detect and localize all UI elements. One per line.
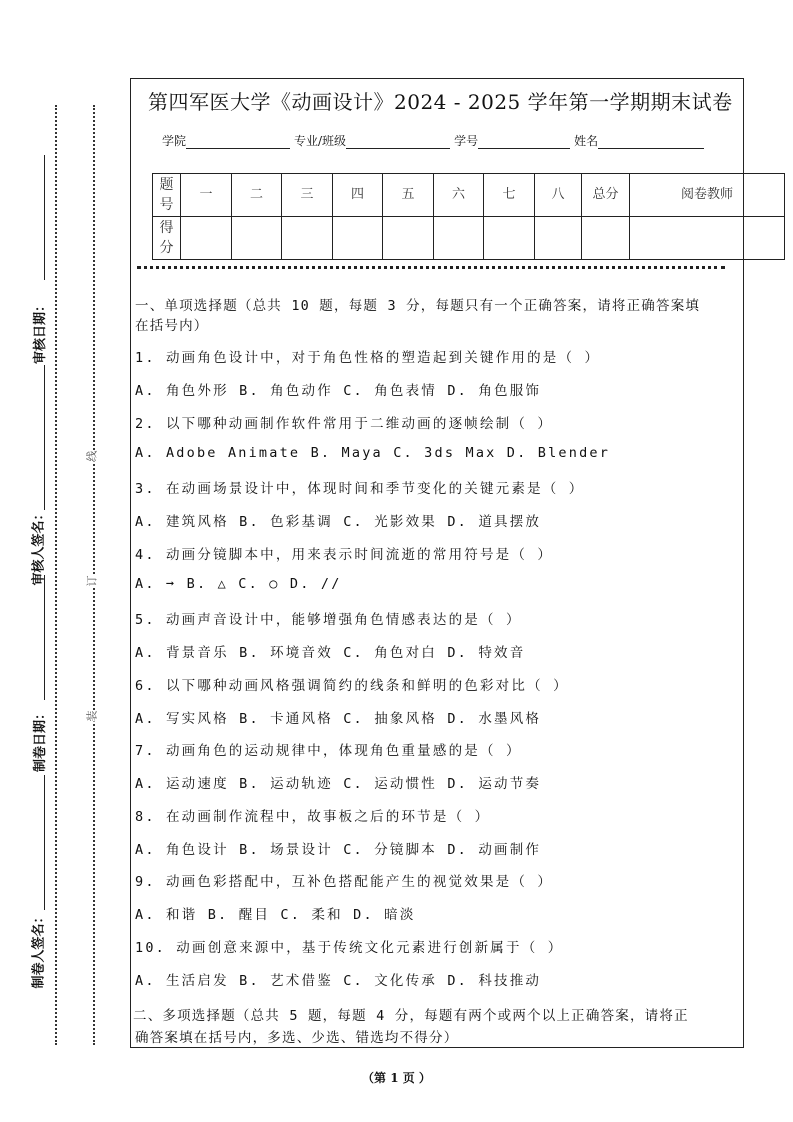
score-table-header-row	[153, 174, 785, 217]
question-text: 3. 在动画场景设计中，体现时间和季节变化的关键元素是（ ）	[135, 481, 585, 497]
cut-mark: 装	[85, 710, 99, 722]
name-field[interactable]	[598, 134, 704, 149]
score-cell[interactable]	[535, 217, 582, 260]
student-info-row	[162, 132, 708, 149]
binding-dotted-line-outer	[55, 105, 57, 1045]
signature-line	[44, 575, 45, 700]
header-cell: 五	[383, 174, 434, 217]
question-text: 9. 动画色彩搭配中，互补色搭配能产生的视觉效果是（ ）	[135, 874, 554, 890]
section1-heading: 一、单项选择题（总共 10 题，每题 3 分，每题只有一个正确答案，请将正确答案填	[135, 298, 701, 314]
score-row-label: 得分	[153, 217, 181, 260]
signature-line	[44, 365, 45, 510]
score-cell[interactable]	[232, 217, 282, 260]
question-options: A. 生活启发 B. 艺术借鉴 C. 文化传承 D. 科技推动	[135, 972, 542, 989]
signature-line	[44, 775, 45, 910]
question-text: 7. 动画角色的运动规律中，体现角色重量感的是（ ）	[135, 743, 522, 759]
question-text: 2. 以下哪种动画制作软件常用于二维动画的逐帧绘制（ ）	[135, 415, 554, 432]
header-cell: 阅卷教师	[630, 174, 785, 217]
score-table-score-row	[153, 217, 785, 260]
header-cell: 六	[434, 174, 484, 217]
score-cell[interactable]	[383, 217, 434, 260]
question-text: 1. 动画角色设计中，对于角色性格的塑造起到关键作用的是（ ）	[135, 350, 601, 366]
student-id-field[interactable]	[478, 134, 570, 149]
question-options: A. 和谐 B. 醒目 C. 柔和 D. 暗淡	[135, 907, 416, 923]
college-field[interactable]	[186, 134, 290, 149]
student-id-label: 学号	[454, 134, 479, 148]
reviewer-signature-label: 审核人签名：	[31, 507, 47, 586]
score-cell[interactable]	[282, 217, 333, 260]
question-options: A. Adobe Animate B. Maya C. 3ds Max D. Blender	[135, 444, 611, 461]
question-options: A. 角色设计 B. 场景设计 C. 分镜脚本 D. 动画制作	[135, 841, 542, 858]
section-divider	[137, 266, 725, 269]
header-cell: 题号	[153, 174, 181, 217]
question-text: 4. 动画分镜脚本中，用来表示时间流逝的常用符号是（ ）	[135, 546, 554, 563]
page-number: （第 1 页 ）	[362, 1071, 431, 1085]
header-cell: 一	[181, 174, 232, 217]
header-cell: 八	[535, 174, 582, 217]
score-cell[interactable]	[333, 217, 383, 260]
prepare-date-label: 制卷日期：	[33, 706, 49, 773]
question-options: A. 背景音乐 B. 环境音效 C. 角色对白 D. 特效音	[135, 645, 526, 661]
section2-heading-cont: 确答案填在括号内，多选、少选、错选均不得分）	[135, 1030, 459, 1046]
signature-line	[44, 155, 45, 280]
question-options: A. 运动速度 B. 运动轨迹 C. 运动惯性 D. 运动节奏	[135, 776, 542, 792]
header-cell: 四	[333, 174, 383, 217]
cut-mark: 订	[85, 575, 99, 587]
header-cell: 七	[484, 174, 535, 217]
major-field[interactable]	[346, 134, 450, 149]
name-label: 姓名	[574, 134, 599, 148]
question-options: A. 建筑风格 B. 色彩基调 C. 光影效果 D. 道具摆放	[135, 514, 542, 530]
question-text: 8. 在动画制作流程中，故事板之后的环节是（ ）	[135, 808, 491, 825]
preparer-signature-label: 制卷人签名：	[31, 910, 47, 989]
question-options: A. 写实风格 B. 卡通风格 C. 抽象风格 D. 水墨风格	[135, 710, 542, 727]
header-cell: 总分	[582, 174, 630, 217]
header-cell: 三	[282, 174, 333, 217]
question-text: 5. 动画声音设计中，能够增强角色情感表达的是（ ）	[135, 612, 522, 628]
header-cell: 二	[232, 174, 282, 217]
score-cell[interactable]	[484, 217, 535, 260]
question-options: A. 角色外形 B. 角色动作 C. 角色表情 D. 角色服饰	[135, 383, 542, 399]
score-cell[interactable]	[630, 217, 785, 260]
college-label: 学院	[162, 134, 187, 148]
question-options: A. ➞ B. △ C. ○ D. //	[135, 575, 342, 592]
question-text: 10. 动画创意来源中，基于传统文化元素进行创新属于（ ）	[135, 939, 564, 956]
score-cell[interactable]	[181, 217, 232, 260]
exam-title: 第四军医大学《动画设计》2024 - 2025 学年第一学期期末试卷	[148, 90, 733, 114]
score-cell[interactable]	[434, 217, 484, 260]
reviewer-date-label: 审核日期：	[33, 298, 49, 365]
cut-mark: 线	[85, 450, 99, 462]
section1-heading-cont: 在括号内）	[135, 318, 209, 334]
score-table	[152, 173, 785, 260]
question-text: 6. 以下哪种动画风格强调简约的线条和鲜明的色彩对比（ ）	[135, 677, 569, 694]
score-cell[interactable]	[582, 217, 630, 260]
major-label: 专业/班级	[294, 134, 347, 148]
section2-heading: 二、多项选择题（总共 5 题，每题 4 分，每题有两个或两个以上正确答案，请将正	[133, 1008, 689, 1024]
